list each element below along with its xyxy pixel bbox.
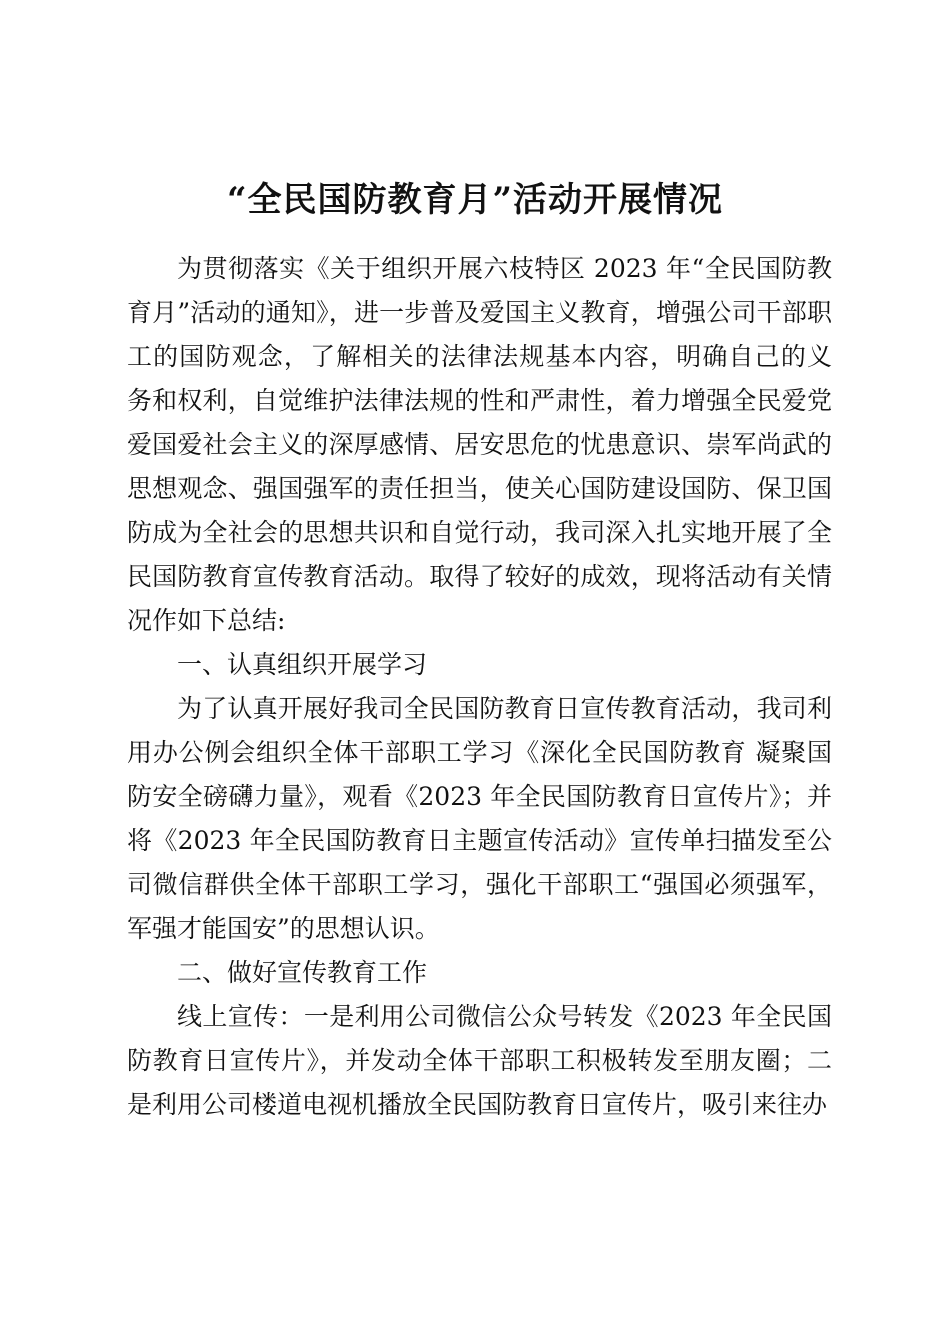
section-heading-2: 二、做好宣传教育工作 [177, 958, 428, 987]
paragraph-study: 为了认真开展好我司全民国防教育日宣传教育活动，我司利用办公例会组织全体干部职工学习《深化全民国防教育 凝聚国防安全磅礴力量》，观看《2023 年全民国防教育日宣传片》；并将《2023 年全民国防教育日主题宣传活动》宣传单扫描发至公司微信群供全体干部职工学习，强化干部职工“强国必须强军，军强才能国安”的思想认识。 [127, 694, 832, 943]
paragraph-online-promotion: 线上宣传：一是利用公司微信公众号转发《2023 年全民国防教育日宣传片》，并发动全体干部职工积极转发至朋友圈；二是利用公司楼道电视机播放全民国防教育日宣传片，吸引来往办 [127, 1002, 832, 1119]
section-heading-1: 一、认真组织开展学习 [177, 650, 428, 679]
document-body [127, 247, 832, 1127]
paragraph-intro: 为贯彻落实《关于组织开展六枝特区 2023 年“全民国防教育月”活动的通知》，进一步普及爱国主义教育，增强公司干部职工的国防观念，了解相关的法律法规基本内容，明确自己的义 务和权利，自觉维护法律法规的性和严肃性，着力增强全民爱党爱国爱社会主义的深厚感情、居安思危的忧患意识、崇军尚武的思想观念、强国强军的责任担当，使关心国防建设国防、保卫国 防成为全社会的思想共识和自觉行动，我司深入扎实地开展了全民国防教育宣传教育活动。取得了较好的成效，现将活动有关情况作如下总结: [127, 254, 832, 635]
document-title: “全民国防教育月”活动开展情况 [226, 180, 724, 220]
